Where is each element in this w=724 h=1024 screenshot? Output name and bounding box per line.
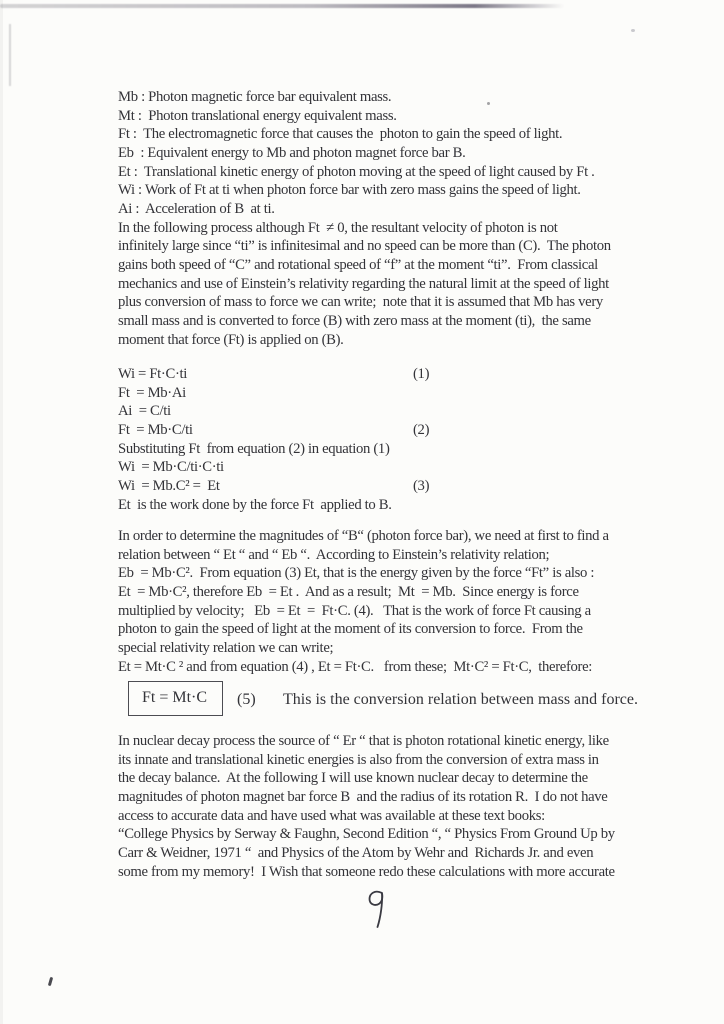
text-line: the decay balance. At the following I will use known nuclear decay to determine the — [118, 770, 588, 787]
equation-row — [118, 365, 658, 384]
equation-text: Ft = Mb·Ai — [118, 384, 186, 401]
text-line: Mt : Photon translational energy equivalent mass. — [118, 107, 397, 124]
equation-row — [118, 402, 658, 421]
scan-edge-shading — [0, 0, 3, 1024]
text-line: Eb = Mb·C². From equation (3) Et, that is the energy given by the force “Ft” is also : — [118, 565, 595, 582]
text-line: magnitudes of photon magnet bar force B and the radius of its rotation R. I do not have — [118, 788, 608, 805]
top-text-flow — [118, 88, 658, 349]
text-line: some from my memory! I Wish that someone redo these calculations with more accurate — [118, 863, 615, 880]
equation-row — [118, 440, 658, 459]
equation-row — [118, 384, 658, 403]
scan-edge-artifact-left — [9, 24, 11, 86]
text-line: access to accurate data and have used what was available at these text books: — [118, 807, 545, 824]
text-line: small mass and is converted to force (B) with zero mass at the moment (ti), the same — [118, 312, 591, 329]
equation-number: (2) — [413, 421, 430, 438]
equation-text: Wi = Ft·C·ti — [118, 366, 188, 382]
definitions-list — [118, 88, 658, 219]
scan-speck — [631, 29, 635, 32]
text-line: multiplied by velocity; Eb = Et = Ft·C. (4). That is the work of force Ft causing a — [118, 602, 591, 619]
equation-block — [118, 365, 658, 514]
text-line: Et : Translational kinetic energy of photon moving at the speed of light caused by Ft . — [118, 163, 595, 180]
text-line: special relativity relation we can write; — [118, 639, 334, 656]
text-line: infinitely large since “ti” is infinitesimal and no speed can be more than (C). The photon — [118, 238, 611, 255]
equation-text: Ai = C/ti — [118, 403, 171, 420]
equation-number: (3) — [413, 477, 430, 494]
equation-row — [118, 496, 658, 515]
equation-text: Substituting Ft from equation (2) in equation (1) — [118, 440, 390, 457]
text-line: Eb : Equivalent energy to Mb and photon magnet force bar B. — [118, 144, 466, 161]
pen-mark — [48, 977, 53, 986]
text-line: gains both speed of “C” and rotational speed of “f” at the moment “ti”. From classical — [118, 256, 598, 273]
boxed-equation-number: (5) — [237, 691, 256, 708]
equation-row — [118, 458, 658, 477]
text-line: mechanics and use of Einstein’s relativity regarding the natural limit at the speed of light — [118, 275, 609, 292]
text-line: Et = Mb·C², therefore Eb = Et . And as a result; Mt = Mb. Since energy is force — [118, 583, 579, 600]
text-line: Carr & Weidner, 1971 “ and Physics of the Atom by Wehr and Richards Jr. and even — [118, 844, 594, 861]
paragraph-nuclear-decay — [118, 732, 658, 881]
text-line: Wi : Work of Ft at ti when photon force bar with zero mass gains the speed of light. — [118, 182, 581, 199]
paragraph-relation — [118, 527, 658, 676]
equation-text: Wi = Mb·C/ti·C·ti — [118, 459, 224, 476]
equation-text: Wi = Mb.C² = Et — [118, 477, 220, 494]
text-line: Et = Mt·C ² and from equation (4) , Et = Ft·C. from these; Mt·C² = Ft·C, therefore: — [118, 658, 593, 675]
handwritten-page-number — [365, 888, 391, 934]
equation-row — [118, 421, 658, 440]
text-line: Ft : The electromagnetic force that causes the photon to gain the speed of light. — [118, 126, 563, 143]
text-line: “College Physics by Serway & Faughn, Second Edition “, “ Physics From Ground Up by — [118, 826, 615, 843]
text-line: relation between “ Et “ and “ Eb “. According to Einstein’s relativity relation; — [118, 546, 550, 563]
boxed-equation-row — [118, 681, 658, 721]
boxed-equation: Ft = Mt·C — [128, 681, 223, 716]
text-line: its innate and translational kinetic energies is also from the conversion of extra mass in — [118, 751, 599, 768]
text-line: plus conversion of mass to force we can write; note that it is assumed that Mb has very — [118, 294, 603, 311]
paragraph-process — [118, 219, 658, 350]
text-line: Mb : Photon magnetic force bar equivalent mass. — [118, 89, 392, 105]
scan-edge-artifact-top — [0, 4, 565, 8]
equation-text: Et is the work done by the force Ft applied to B. — [118, 496, 392, 513]
text-line: moment that force (Ft) is applied on (B). — [118, 331, 344, 348]
text-line: In the following process although Ft ≠ 0, the resultant velocity of photon is not — [118, 219, 558, 236]
text-line: In order to determine the magnitudes of “B“ (photon force bar), we need at first to find a — [118, 528, 609, 544]
boxed-equation-caption: This is the conversion relation between mass and force. — [283, 691, 638, 708]
equation-row — [118, 477, 658, 496]
equation-number: (1) — [413, 366, 430, 382]
equation-text: Ft = Mb·C/ti — [118, 421, 193, 438]
text-line: photon to gain the speed of light at the moment of its conversion to force. From the — [118, 621, 583, 638]
text-line: In nuclear decay process the source of “ Er “ that is photon rotational kinetic energy, like — [118, 733, 609, 749]
text-line: Ai : Acceleration of B at ti. — [118, 200, 275, 217]
